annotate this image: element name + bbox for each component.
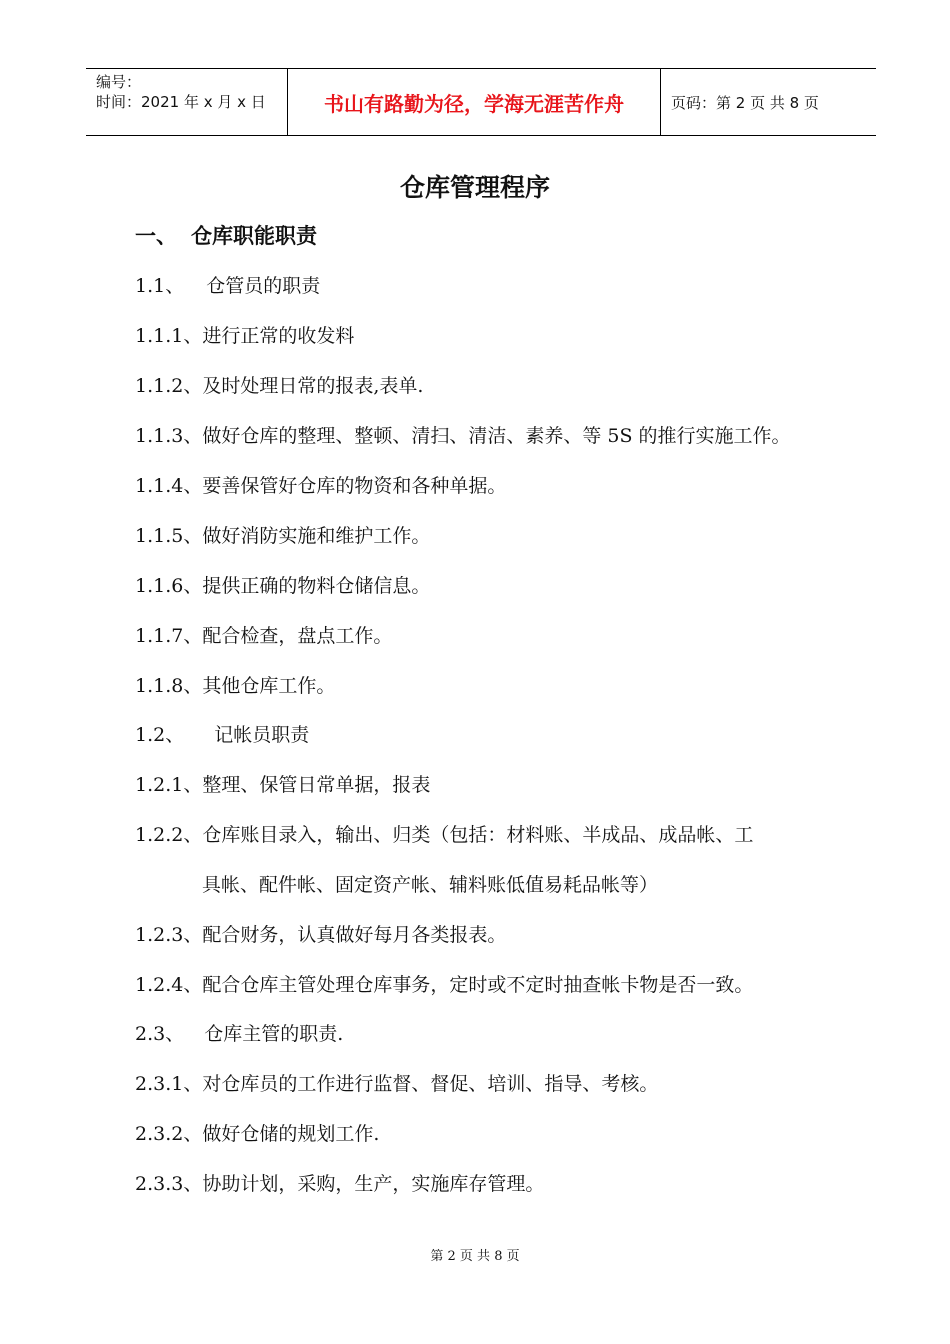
- paragraph-line: [135, 621, 392, 648]
- line-number: 1.1、: [135, 275, 185, 297]
- line-number: 1.2.2、: [135, 824, 203, 846]
- header-motto: 书山有路勤为径，学海无涯苦作舟: [324, 91, 624, 116]
- line-number: 1.2.4、: [135, 974, 203, 996]
- line-number: 1.1.1、: [135, 325, 203, 347]
- paragraph-line: [135, 1169, 544, 1196]
- line-text: 协助计划，采购，生产，实施库存管理。: [202, 1173, 545, 1195]
- paragraph-line: [135, 1069, 658, 1096]
- line-text: 要善保管好仓库的物资和各种单据。: [202, 475, 507, 497]
- line-number: 2.3.1、: [135, 1073, 203, 1095]
- section-title: 仓库职能职责: [191, 224, 317, 248]
- line-text: 其他仓库工作。: [202, 675, 336, 697]
- section-number: 一、: [135, 224, 177, 248]
- paragraph-line: [135, 521, 430, 548]
- header-page-info: 页码：第 2 页 共 8 页: [671, 93, 819, 112]
- line-text: 做好消防实施和维护工作。: [202, 525, 431, 547]
- paragraph-line: [135, 271, 320, 298]
- header-page-cell: [661, 69, 876, 135]
- line-number: 2.3、: [135, 1023, 185, 1045]
- header-motto-cell: [288, 69, 661, 135]
- line-number: 1.1.5、: [135, 525, 203, 547]
- paragraph-line: [135, 820, 753, 847]
- document-title: 仓库管理程序: [399, 173, 550, 202]
- document-time-label: 时间：2021 年 x 月 x 日: [96, 93, 266, 111]
- document-number-label: 编号：: [96, 73, 142, 91]
- paragraph-line: [135, 920, 506, 947]
- paragraph-line: [135, 770, 430, 797]
- line-text: 记帐员职责: [214, 724, 310, 746]
- line-text: 配合财务，认真做好每月各类报表。: [202, 924, 507, 946]
- paragraph-line: [135, 970, 753, 997]
- paragraph-line-continuation: [202, 870, 658, 897]
- line-number: 2.3.2、: [135, 1123, 203, 1145]
- line-number: 1.1.2、: [135, 375, 203, 397]
- paragraph-line: [135, 1019, 343, 1046]
- line-text: 对仓库员的工作进行监督、督促、培训、指导、考核。: [202, 1073, 659, 1095]
- line-text: 提供正确的物料仓储信息。: [202, 575, 431, 597]
- line-text: 进行正常的收发料: [202, 325, 355, 347]
- page-footer: 第 2 页 共 8 页: [430, 1249, 520, 1264]
- line-number: 2.3.3、: [135, 1173, 203, 1195]
- line-text: 具帐、配件帐、固定资产帐、辅料账低值易耗品帐等）: [202, 874, 659, 896]
- paragraph-line: [135, 371, 423, 398]
- line-number: 1.2、: [135, 724, 185, 746]
- line-number: 1.1.6、: [135, 575, 203, 597]
- line-text: 及时处理日常的报表,表单.: [202, 375, 424, 397]
- paragraph-line: [135, 471, 506, 498]
- line-number: 1.2.3、: [135, 924, 203, 946]
- line-number: 1.1.8、: [135, 675, 203, 697]
- page-header: [86, 68, 876, 136]
- line-text: 仓库主管的职责.: [204, 1023, 344, 1045]
- line-text: 仓库账目录入，输出、归类（包括：材料账、半成品、成品帐、工: [202, 824, 754, 846]
- paragraph-line: [135, 1119, 379, 1146]
- paragraph-line: [135, 421, 791, 448]
- line-text: 整理、保管日常单据，报表: [202, 774, 431, 796]
- paragraph-line: [135, 571, 430, 598]
- line-text: 配合仓库主管处理仓库事务，定时或不定时抽查帐卡物是否一致。: [202, 974, 754, 996]
- line-text: 仓管员的职责: [206, 275, 321, 297]
- line-text: 配合检查，盘点工作。: [202, 625, 393, 647]
- paragraph-line: [135, 321, 354, 348]
- line-text: 做好仓储的规划工作.: [202, 1123, 380, 1145]
- line-number: 1.1.3、: [135, 425, 203, 447]
- paragraph-line: [135, 671, 335, 698]
- section-heading: [135, 220, 317, 250]
- header-meta-cell: [86, 69, 288, 135]
- line-number: 1.2.1、: [135, 774, 203, 796]
- line-number: 1.1.7、: [135, 625, 203, 647]
- line-text: 做好仓库的整理、整顿、清扫、清洁、素养、等 5S 的推行实施工作。: [202, 425, 791, 447]
- line-number: 1.1.4、: [135, 475, 203, 497]
- paragraph-line: [135, 720, 309, 747]
